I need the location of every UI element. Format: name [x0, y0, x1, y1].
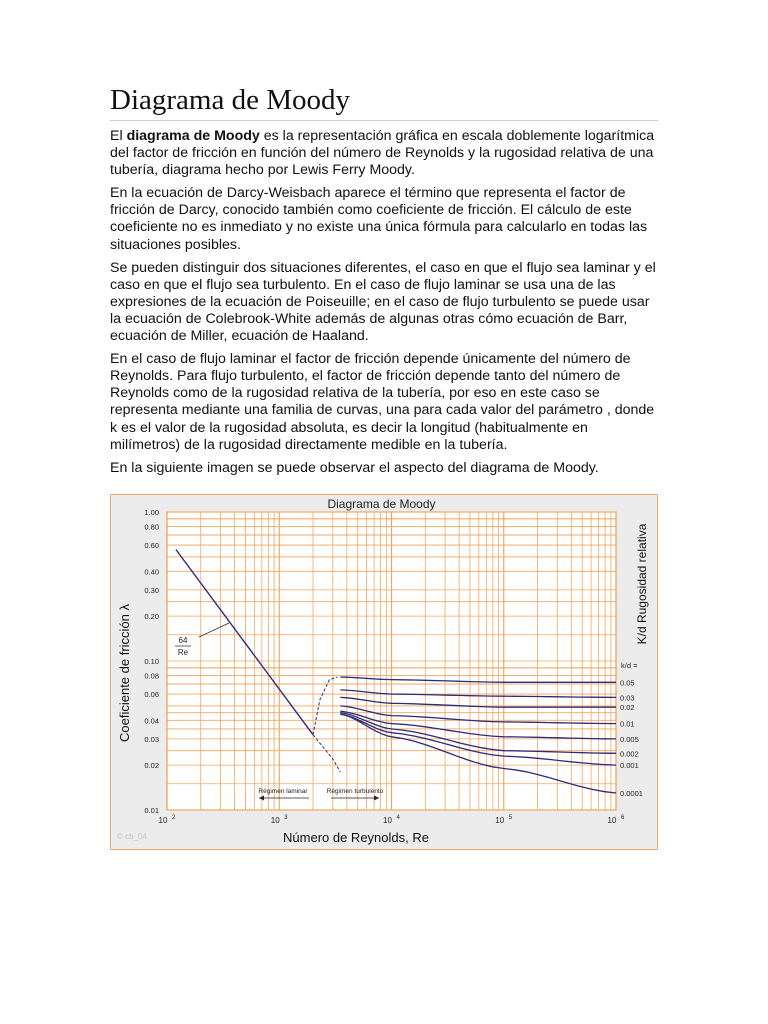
y-tick-label: 1.00 [144, 508, 159, 517]
y-tick-label: 0.30 [144, 585, 159, 595]
paragraph-intro [110, 128, 658, 179]
x-tick-exponent: 3 [284, 815, 288, 821]
y-tick-label: 0.40 [144, 567, 159, 577]
roughness-label: 0.05 [620, 678, 635, 688]
x-tick-exponent: 2 [172, 815, 176, 821]
y-tick-label: 0.01 [144, 806, 159, 815]
right-axis-label: K/d Rugosidad relativa [635, 523, 649, 645]
x-axis-label: Número de Reynolds, Re [283, 830, 429, 845]
x-tick-exponent: 5 [508, 815, 513, 821]
x-tick-label: 10 [607, 816, 617, 825]
y-tick-label: 0.06 [144, 690, 159, 700]
x-tick-exponent: 4 [396, 815, 400, 821]
laminar-label-denominator: Re [177, 648, 189, 657]
roughness-label: 0.01 [620, 719, 635, 729]
moody-chart [111, 495, 657, 849]
roughness-label: 0.005 [620, 734, 639, 744]
y-tick-label: 0.20 [144, 612, 159, 622]
x-tick-label: 10 [270, 816, 280, 825]
intro-pre: El [110, 128, 127, 144]
laminar-regime-label: Régimen laminar [258, 788, 308, 795]
y-tick-label: 0.80 [144, 522, 159, 532]
watermark: © cb_04 [117, 832, 147, 841]
y-tick-label: 0.02 [144, 761, 159, 771]
intro-post: es la representación gráfica en escala doblemente logarítmica del factor de fricción en función del número de Reynolds y la rugosidad relativa de una tubería, diagrama hecho por Lewis Ferry Moody. [110, 128, 655, 179]
paragraph-turbulent: En el caso de flujo laminar el factor de fricción depende únicamente del número de Reynolds. Para flujo turbulento, el factor de fricción depende tanto del número de Reynolds como de la rugosidad relativa de la tubería, por eso en este caso se representa mediante una familia de curvas, una para cada valor del parámetro , donde k es el valor de la rugosidad absoluta, es decir la longitud (habitualmente en milímetros) de la rugosidad directamente medible en la tubería. [110, 351, 655, 453]
paragraph-regimes: Se pueden distinguir dos situaciones diferentes, el caso en que el flujo sea laminar y el caso en que el flujo sea turbulento. En el caso de flujo laminar se usa una de las expresiones de la ecuación de Poiseuille; en el caso de flujo turbulento se puede usar la ecuación de Colebrook-White además de algunas otras cómo ecuación de Barr, ecuación de Miller, ecuación de Haaland. [110, 259, 656, 345]
roughness-label: 0.002 [620, 749, 639, 759]
page-title: Diagrama de Moody [110, 82, 658, 121]
roughness-label: 0.001 [620, 761, 639, 771]
turbulent-regime-label: Régimen turbulento [326, 788, 384, 795]
y-tick-label: 0.04 [144, 716, 159, 726]
paragraph-figure-intro: En la siguiente imagen se puede observar el aspecto del diagrama de Moody. [110, 459, 599, 476]
roughness-label: 0.0001 [620, 789, 643, 799]
y-tick-label: 0.03 [144, 734, 159, 744]
y-tick-label: 0.10 [144, 657, 159, 666]
x-tick-label: 10 [158, 816, 168, 825]
y-tick-label: 0.08 [144, 671, 159, 681]
y-axis-label: Coeficiente de fricción λ [117, 603, 132, 743]
intro-bold-term: diagrama de Moody [126, 128, 260, 144]
laminar-label-numerator: 64 [178, 636, 188, 645]
paragraph-darcy: En la ecuación de Darcy-Weisbach aparece el término que representa el factor de fricción de Darcy, conocido también como coeficiente de fricción. El cálculo de este coeficiente no es inmediato y no existe una única fórmula para calcularlo en todas las situaciones posibles. [110, 185, 648, 253]
y-tick-label: 0.60 [144, 541, 159, 551]
x-tick-exponent: 6 [621, 815, 625, 821]
moody-diagram-figure [110, 494, 658, 850]
chart-title: Diagrama de Moody [327, 497, 436, 511]
x-tick-label: 10 [383, 816, 392, 825]
roughness-label: 0.03 [620, 693, 635, 703]
legend-header: k/d = [621, 661, 638, 671]
x-tick-label: 10 [495, 816, 505, 825]
roughness-label: 0.02 [620, 703, 635, 713]
document [110, 82, 658, 477]
